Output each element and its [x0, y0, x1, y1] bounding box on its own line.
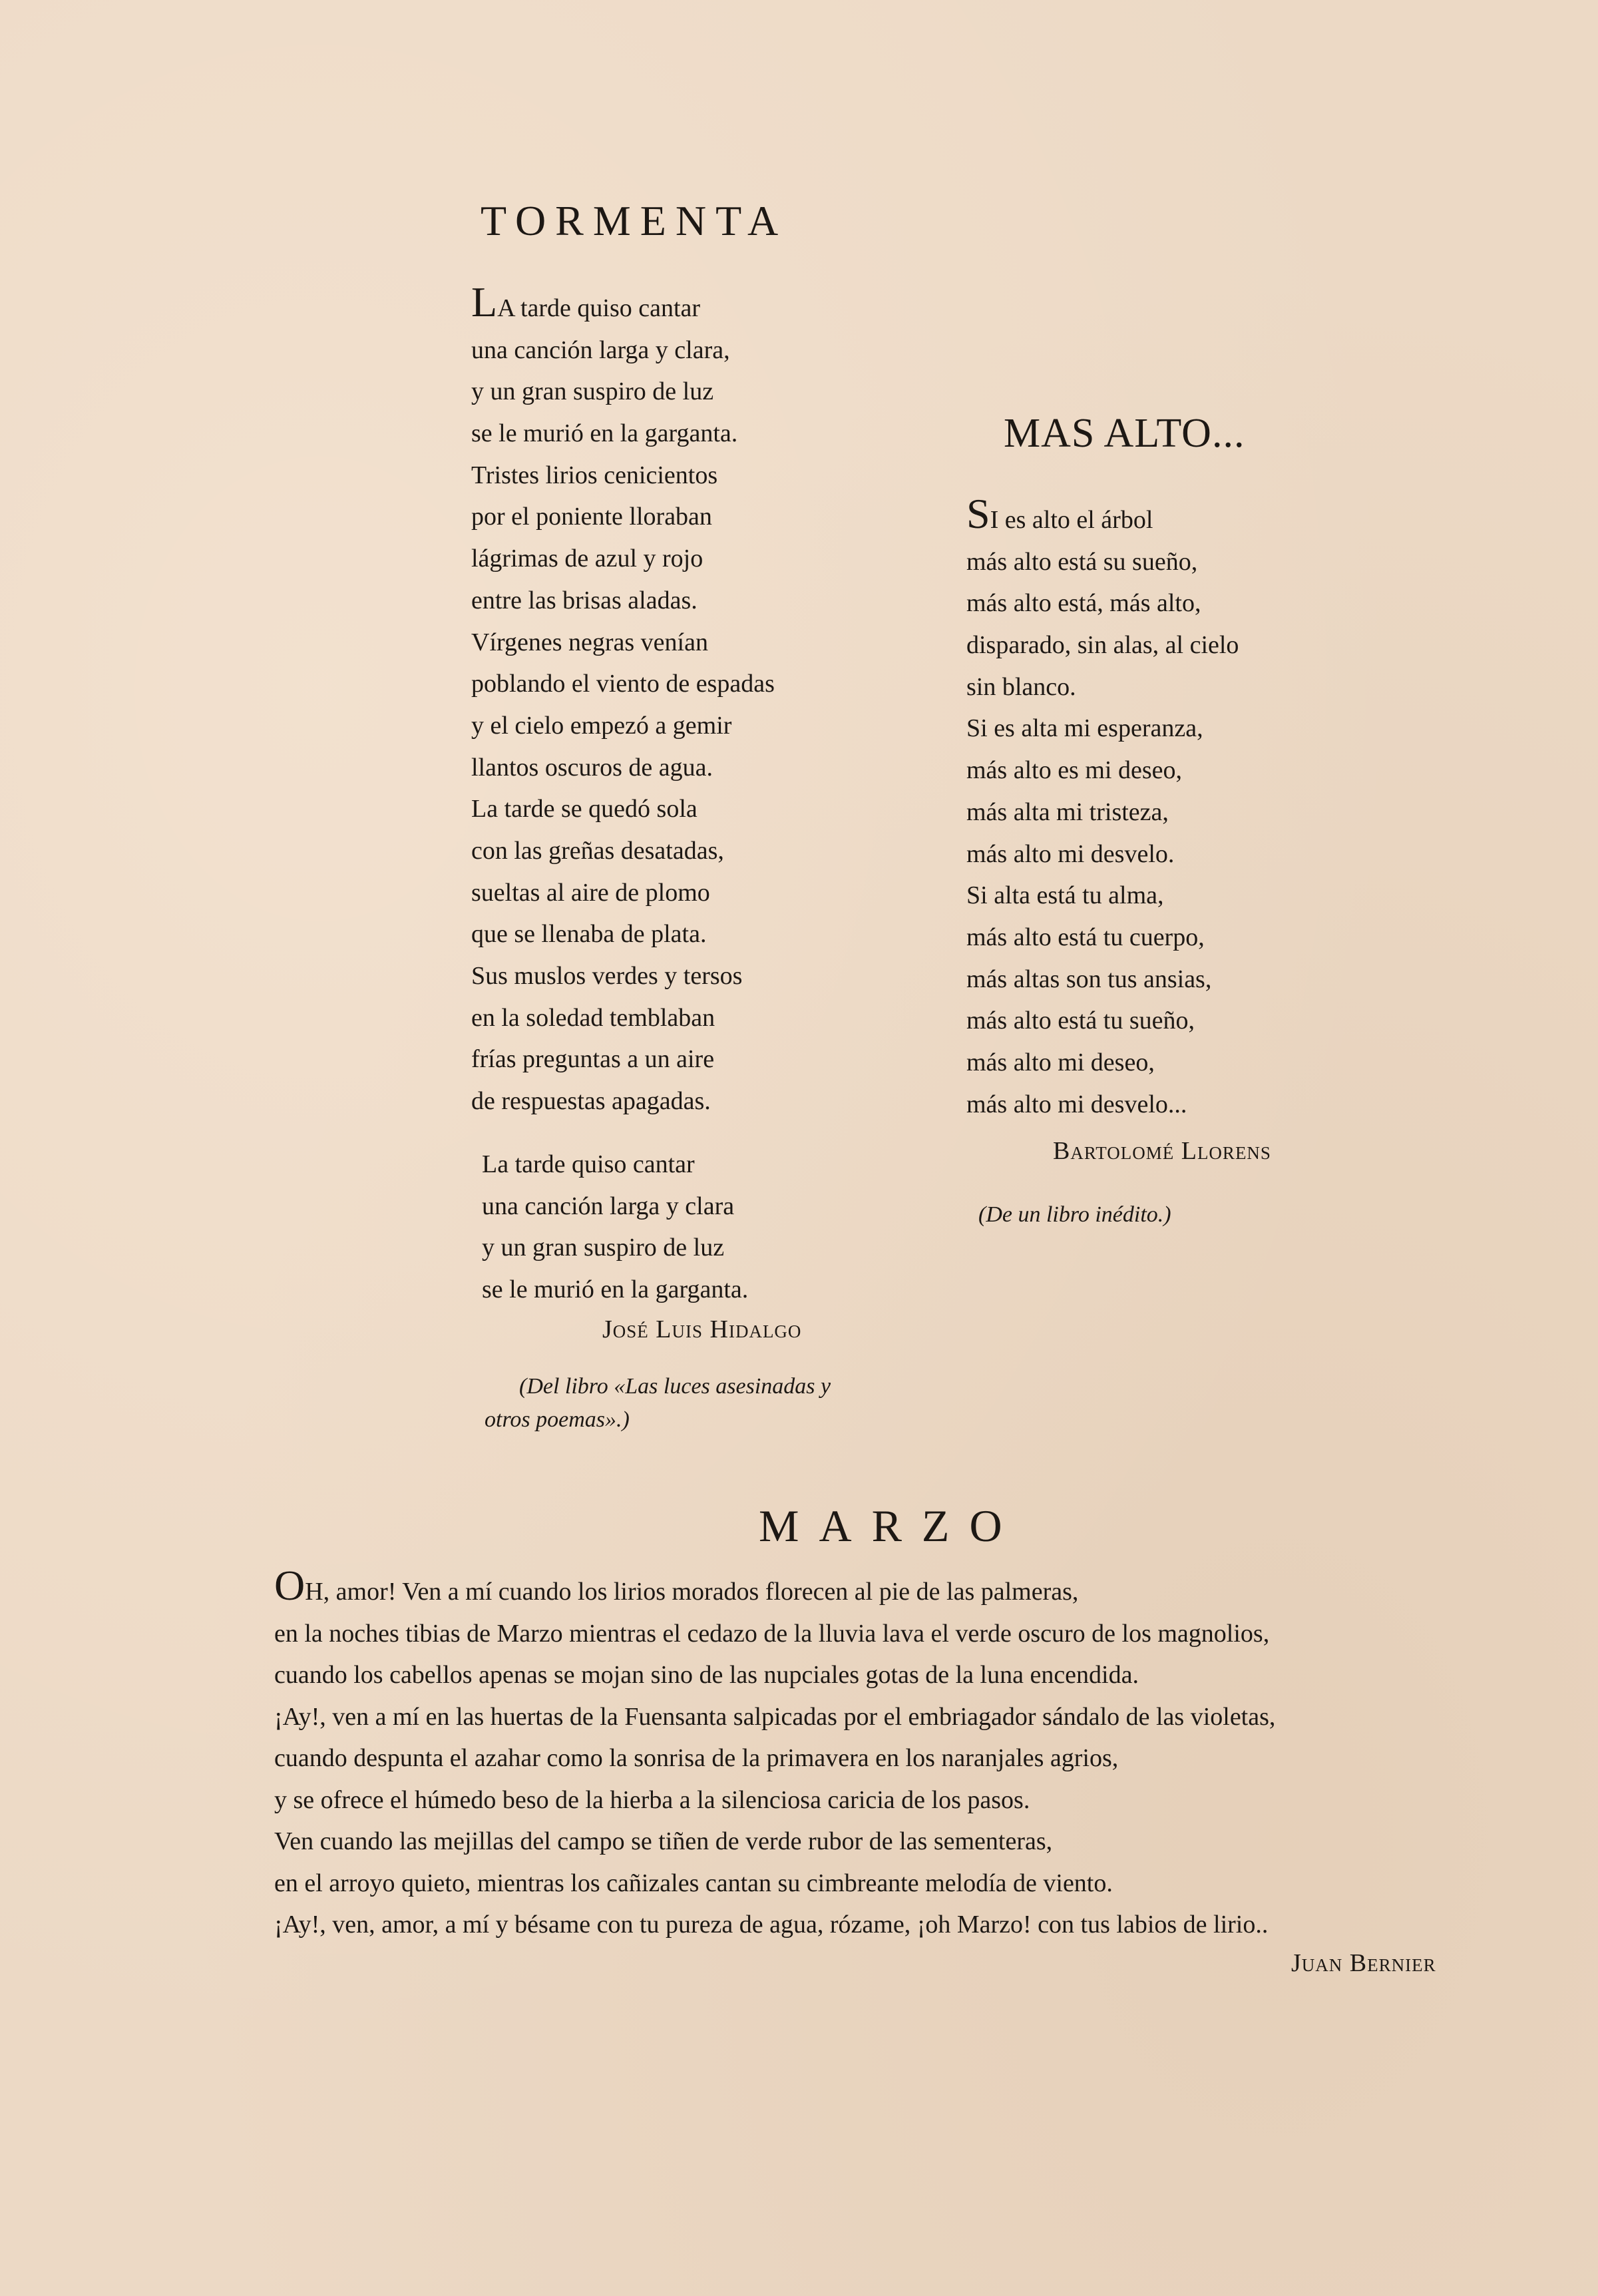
source-line: otros poemas».)	[485, 1407, 630, 1432]
poem-line: y se ofrece el húmedo beso de la hierba a la silenciosa caricia de los pasos.	[274, 1785, 1030, 1814]
poem-stanza-tormenta-1	[471, 278, 775, 1122]
poem-line: Ven cuando las mejillas del campo se tiñen de verde rubor de las sementeras,	[274, 1827, 1053, 1855]
poem-line: disparado, sin alas, al cielo	[966, 631, 1239, 660]
poem-line-text: A tarde quiso cantar	[497, 294, 701, 322]
poem-line-text: I es alto el árbol	[990, 506, 1153, 534]
poem-line: más alto está tu sueño,	[966, 1007, 1195, 1035]
poem-line: poblando el viento de espadas	[471, 670, 775, 698]
poem-author-bernier: Juan Bernier	[1291, 1949, 1436, 1977]
poem-line: en el arroyo quieto, mientras los cañizales cantan su cimbreante melodía de viento.	[274, 1869, 1113, 1897]
poem-source-llorens: (De un libro inédito.)	[978, 1202, 1171, 1227]
poem-line: más alto está, más alto,	[966, 589, 1201, 618]
poem-line: más altas son tus ansias,	[966, 965, 1212, 993]
poem-body-marzo	[274, 1562, 1276, 1946]
poem-stanza-tormenta-2	[482, 1144, 748, 1311]
drop-initial: O	[274, 1562, 305, 1609]
poem-line: entre las brisas aladas.	[471, 586, 698, 614]
poem-line: se le murió en la garganta.	[471, 419, 738, 448]
poem-line: sueltas al aire de plomo	[471, 878, 710, 907]
poem-line: una canción larga y clara,	[471, 336, 730, 364]
drop-initial: S	[966, 490, 990, 537]
poem-line: en la noches tibias de Marzo mientras el cedazo de la lluvia lava el verde oscuro de los magnolios,	[274, 1619, 1270, 1648]
source-line: (Del libro «Las luces asesinadas y	[519, 1374, 831, 1399]
poem-line-text: H, amor! Ven a mí cuando los lirios morados florecen al pie de las palmeras,	[305, 1578, 1079, 1606]
poem-line	[471, 278, 775, 330]
poem-line: Tristes lirios cenicientos	[471, 461, 718, 489]
poem-line: una canción larga y clara	[482, 1192, 735, 1220]
poem-line: La tarde quiso cantar	[482, 1150, 695, 1178]
poem-title-marzo: MARZO	[759, 1500, 1022, 1551]
poem-line: frías preguntas a un aire	[471, 1045, 715, 1074]
poem-line: más alto mi deseo,	[966, 1048, 1155, 1076]
poem-line: por el poniente lloraban	[471, 503, 712, 531]
poem-line: más alta mi tristeza,	[966, 798, 1169, 826]
drop-initial: L	[471, 278, 498, 326]
poem-line	[274, 1562, 1275, 1613]
poem-line: de respuestas apagadas.	[471, 1087, 711, 1116]
poem-line: La tarde se quedó sola	[471, 795, 698, 823]
poem-line: Si es alta mi esperanza,	[966, 714, 1203, 743]
poem-line	[966, 490, 1239, 541]
poem-title-tormenta: TORMENTA	[481, 197, 788, 244]
poem-title-mas-alto: MAS ALTO...	[1004, 411, 1245, 456]
poem-author-hidalgo: José Luis Hidalgo	[602, 1315, 802, 1343]
poem-line: con las greñas desatadas,	[471, 836, 724, 865]
poem-line: más alto mi desvelo...	[966, 1090, 1187, 1118]
poem-line: cuando despunta el azahar como la sonrisa de la primavera en los naranjales agrios,	[274, 1744, 1119, 1772]
poem-line: más alto está tu cuerpo,	[966, 923, 1205, 951]
poem-stanza-mas-alto	[966, 490, 1239, 1125]
poem-line: cuando los cabellos apenas se mojan sino de las nupciales gotas de la luna encendida.	[274, 1661, 1139, 1689]
poem-author-llorens: Bartolomé Llorens	[1053, 1137, 1271, 1165]
poem-line: que se llenaba de plata.	[471, 920, 707, 949]
poem-line: y un gran suspiro de luz	[471, 377, 714, 406]
poem-line: Vírgenes negras venían	[471, 628, 708, 656]
poem-line: y el cielo empezó a gemir	[471, 711, 732, 740]
poem-line: más alto es mi deseo,	[966, 756, 1182, 785]
poem-line: más alto mi desvelo.	[966, 839, 1175, 868]
poem-line: lágrimas de azul y rojo	[471, 545, 703, 573]
poem-line: en la soledad temblaban	[471, 1003, 715, 1032]
poem-line: y un gran suspiro de luz	[482, 1234, 725, 1262]
poem-line: más alto está su sueño,	[966, 547, 1198, 576]
poem-line: llantos oscuros de agua.	[471, 753, 713, 782]
poem-line: Si alta está tu alma,	[966, 881, 1164, 910]
poem-line: sin blanco.	[966, 672, 1076, 701]
poem-source-hidalgo	[485, 1370, 831, 1437]
poem-line: Sus muslos verdes y tersos	[471, 962, 743, 990]
poem-line: se le murió en la garganta.	[482, 1275, 749, 1304]
poem-line: ¡Ay!, ven, amor, a mí y bésame con tu pureza de agua, rózame, ¡oh Marzo! con tus labios de lirio..	[274, 1911, 1269, 1939]
poem-line: ¡Ay!, ven a mí en las huertas de la Fuensanta salpicadas por el embriagador sándalo de las violetas,	[274, 1702, 1276, 1731]
